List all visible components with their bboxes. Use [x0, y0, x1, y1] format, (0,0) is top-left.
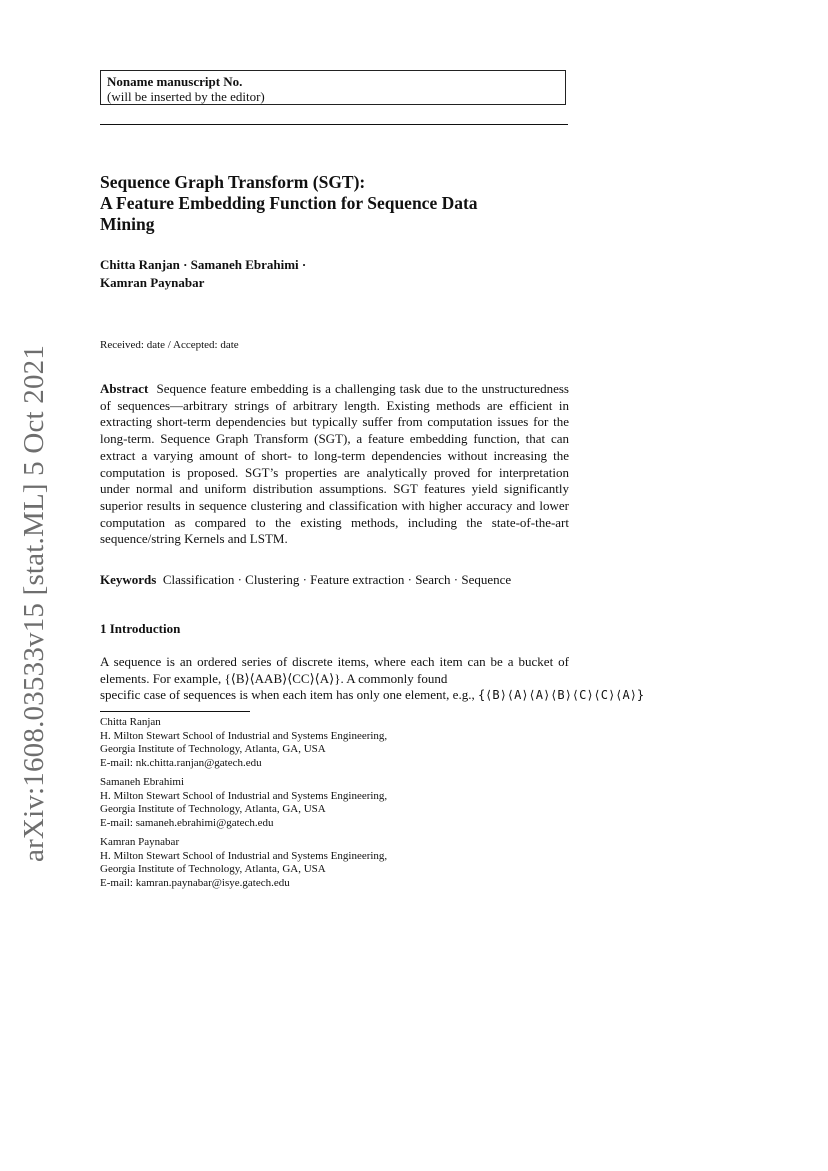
authors-line-1: Chitta Ranjan · Samaneh Ebrahimi ·: [100, 257, 307, 272]
intro-text: A sequence is an ordered series of discrete items, where each item can be a bucket of elements. For example, {⟨B⟩⟨AAB⟩⟨CC⟩⟨A⟩}. A commonly found: [100, 654, 569, 686]
received-date: Received: date / Accepted: date: [100, 339, 239, 351]
authors-line-2: Kamran Paynabar: [100, 275, 205, 290]
affiliation-block: [100, 836, 387, 890]
editor-note: (will be inserted by the editor): [107, 89, 265, 104]
affiliation-inst: Georgia Institute of Technology, Atlanta, GA, USA: [100, 743, 326, 755]
abstract: [100, 381, 569, 548]
affiliation-block: [100, 716, 387, 770]
keywords-text: Classification · Clustering · Feature extraction · Search · Sequence: [162, 572, 512, 587]
affiliation-email: E-mail: samaneh.ebrahimi@gatech.edu: [100, 816, 274, 829]
abstract-label: Abstract: [100, 381, 149, 396]
affiliation-email: E-mail: kamran.paynabar@isye.gatech.edu: [100, 876, 290, 889]
author-list: [100, 256, 580, 292]
title-line-2: A Feature Embedding Function for Sequence Data: [100, 193, 478, 213]
title-line-3: Mining: [100, 214, 155, 234]
header-rule: [100, 124, 568, 125]
affiliation-inst: Georgia Institute of Technology, Atlanta, GA, USA: [100, 803, 326, 815]
affiliation-name: Samaneh Ebrahimi: [100, 776, 185, 788]
affiliation-email: E-mail: nk.chitta.ranjan@gatech.edu: [100, 756, 262, 769]
footnote-rule: [100, 711, 250, 712]
keywords: [100, 572, 569, 589]
affiliation-dept: H. Milton Stewart School of Industrial and Systems Engineering,: [100, 729, 388, 742]
manuscript-number-box: [100, 70, 566, 105]
intro-text-2: specific case of sequences is when each item has only one element, e.g.,: [100, 687, 478, 703]
keywords-label: Keywords: [100, 572, 157, 587]
intro-line-3: [100, 687, 645, 704]
affiliation-dept: H. Milton Stewart School of Industrial and Systems Engineering,: [100, 789, 388, 802]
arxiv-identifier: arXiv:1608.03533v15 [stat.ML] 5 Oct 2021: [18, 344, 50, 862]
affiliation-inst: Georgia Institute of Technology, Atlanta, GA, USA: [100, 863, 326, 875]
affiliation-name: Chitta Ranjan: [100, 716, 161, 728]
section-heading: 1 Introduction: [100, 621, 181, 636]
affiliation-block: [100, 776, 387, 830]
manuscript-number-label: Noname manuscript No.: [107, 74, 243, 89]
paper-title: [100, 172, 580, 235]
affiliation-name: Kamran Paynabar: [100, 836, 180, 848]
title-line-1: Sequence Graph Transform (SGT):: [100, 172, 366, 192]
sequence-example: {⟨B⟩⟨A⟩⟨A⟩⟨B⟩⟨C⟩⟨C⟩⟨A⟩}: [477, 688, 645, 703]
introduction-paragraph: [100, 654, 645, 704]
abstract-text: Sequence feature embedding is a challenging task due to the unstructuredness of sequences—arbitrary strings of arbitrary length. Existing methods are efficient in extracting short-term dependencies but typically suffer from computation issues for the long-term. Sequence Graph Transform (SGT), a feature embedding function, that can extract a varying amount of short- to long-term dependencies without increasing the computation is proposed. SGT’s properties are analytically proved for interpretation under normal and uniform distribution assumptions. SGT features yield significantly superior results in sequence clustering and classification with higher accuracy and lower computation as compared to the existing methods, including the state-of-the-art sequence/string Kernels and LSTM.: [100, 381, 569, 547]
affiliation-dept: H. Milton Stewart School of Industrial and Systems Engineering,: [100, 849, 388, 862]
